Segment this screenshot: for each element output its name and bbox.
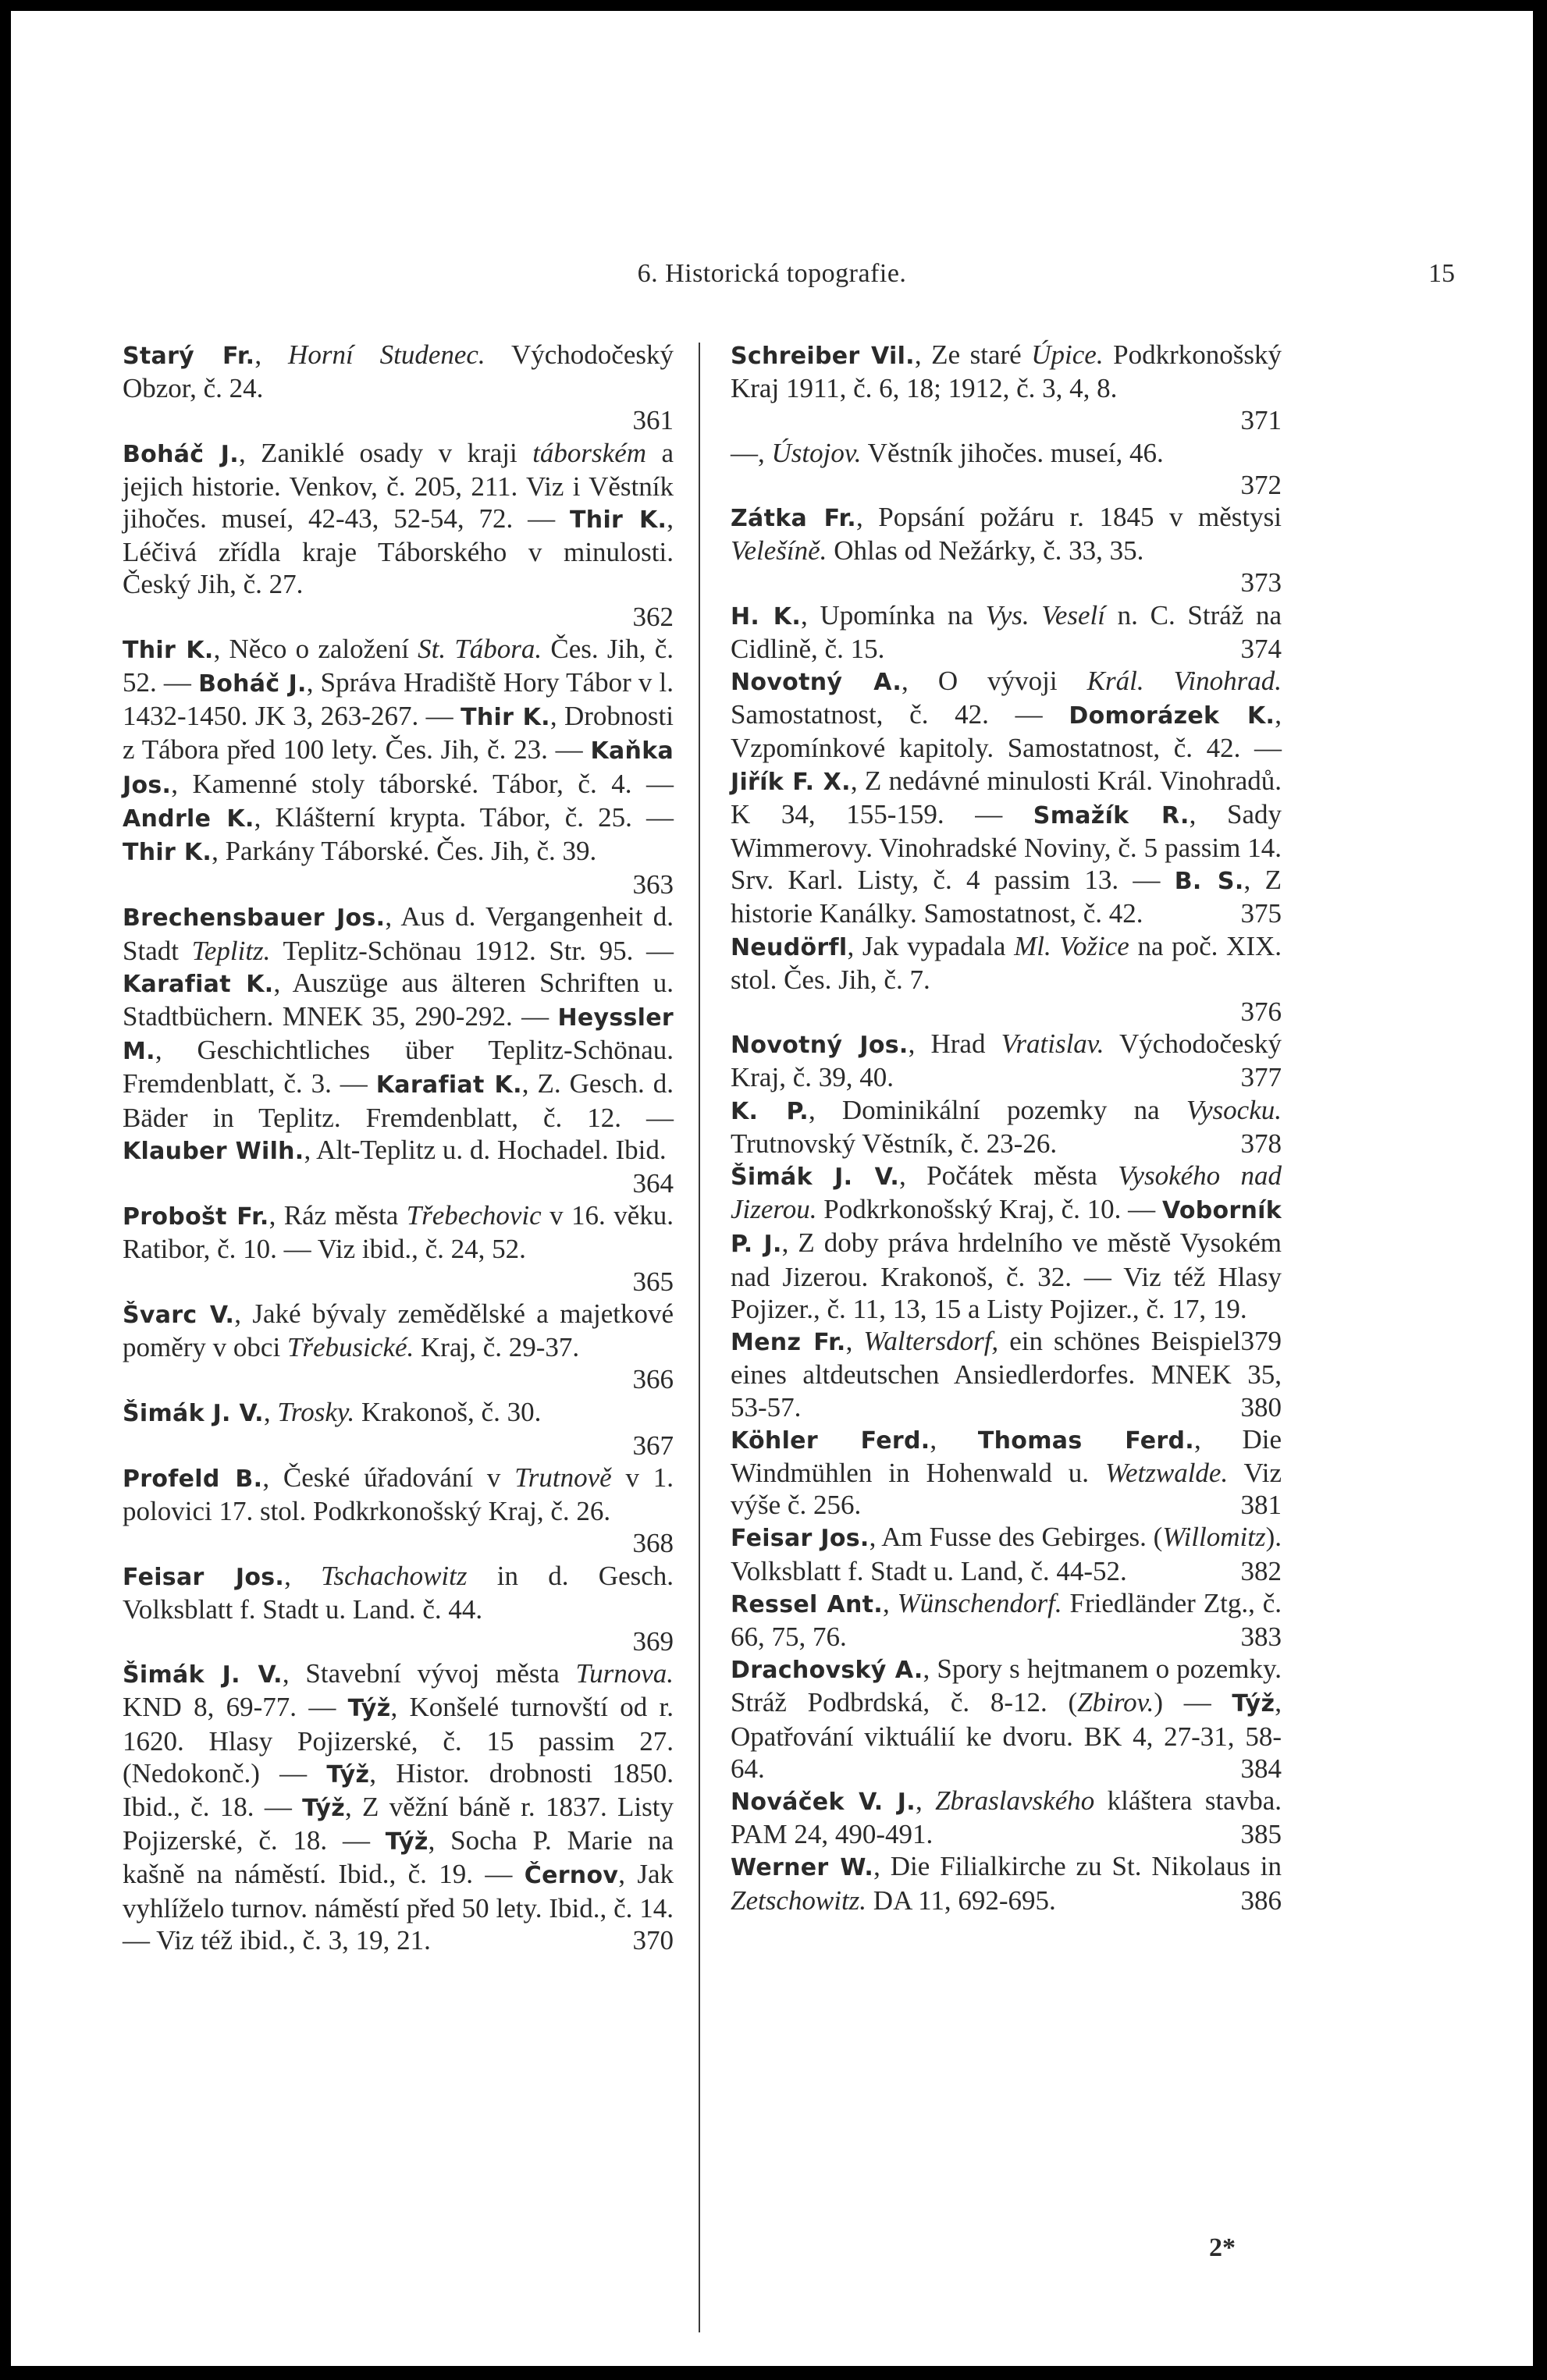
column-divider	[699, 343, 700, 2332]
entry-number: 365	[632, 1266, 674, 1297]
page-number: 15	[1428, 259, 1455, 288]
entry-number: 381	[1240, 1490, 1282, 1521]
entry-number: 370	[632, 1924, 674, 1956]
entry-number: 369	[632, 1625, 674, 1657]
entry-number: 373	[1240, 567, 1282, 599]
entry-number: 376	[1240, 996, 1282, 1028]
bibliography-entry: Boháč J., Zaniklé osady v kraji táborském a jejich historie. Venkov, č. 205, 211. Viz i Věstník jihočes. museí, 42-43, 52-54, 72. — Thir K., Léčivá zřídla kraje Táborského v minulosti. Český Jih, č. 27. 362	[123, 437, 674, 632]
bibliography-entry: Feisar Jos., Am Fusse des Gebirges. (Willomitz). Volksblatt f. Stadt u. Land, č. 44-52. 382	[731, 1522, 1282, 1586]
bibliography-entry: Köhler Ferd., Thomas Ferd., Die Windmühlen in Hohenwald u. Wetzwalde. Viz výše č. 256. 381	[731, 1423, 1282, 1521]
bibliography-entry: Švarc V., Jaké bývaly zemědělské a majetkové poměry v obci Třebusické. Kraj, č. 29-37. 366	[123, 1298, 674, 1395]
book-page	[11, 11, 1533, 2366]
entry-number: 379	[1240, 1326, 1282, 1357]
bibliography-entry: Probošt Fr., Ráz města Třebechovic v 16. věku. Ratibor, č. 10. — Viz ibid., č. 24, 52. 365	[123, 1200, 674, 1297]
bibliography-entry: Drachovský A., Spory s hejtmanem o pozemky. Stráž Podbrdská, č. 8-12. (Zbirov.) — Týž, Opatřování viktuálií ke dvoru. BK 4, 27-31, 58-64. 384	[731, 1654, 1282, 1784]
entry-number: 378	[1240, 1128, 1282, 1159]
bibliography-entry: Šimák J. V., Stavební vývoj města Turnova. KND 8, 69-77. — Týž, Konšelé turnovští od r. 1620. Hlasy Pojizerské, č. 15 passim 27. (Nedokonč.) — Týž, Histor. drobnosti 1850. Ibid., č. 18. — Týž, Z věžní báně r. 1837. Listy Pojizerské, č. 18. — Týž, Socha P. Marie na kašně na náměstí. Ibid., č. 19. — Černov, Jak vyhlíželo turnov. náměstí před 50 lety. Ibid., č. 14. — Viz též ibid., č. 3, 19, 21. 370	[123, 1658, 674, 1956]
entry-number: 364	[632, 1168, 674, 1199]
printer-signature-mark: 2*	[1209, 2233, 1236, 2262]
bibliography-entry: Schreiber Vil., Ze staré Úpice. Podkrkonošský Kraj 1911, č. 6, 18; 1912, č. 3, 4, 8. 371	[731, 339, 1282, 436]
bibliography-entry: Novotný Jos., Hrad Vratislav. Východočeský Kraj, č. 39, 40. 377	[731, 1028, 1282, 1093]
entry-number: 380	[1240, 1391, 1282, 1423]
entry-number: 385	[1240, 1819, 1282, 1850]
running-header	[11, 259, 1533, 298]
left-column	[123, 339, 674, 1956]
bibliography-entry: Šimák J. V., Počátek města Vysokého nad Jizerou. Podkrkonošský Kraj, č. 10. — Voborník P. J., Z doby práva hrdelního ve městě Vysokém nad Jizerou. Krakonoš, č. 32. — Viz též Hlasy Pojizer., č. 11, 13, 15 a Listy Pojizer., č. 17, 19. 379	[731, 1160, 1282, 1357]
section-title: 6. Historická topografie.	[637, 259, 907, 288]
entry-number: 372	[1240, 469, 1282, 500]
entry-number: 375	[1240, 898, 1282, 929]
bibliography-entry: Thir K., Něco o založení St. Tábora. Čes. Jih, č. 52. — Boháč J., Správa Hradiště Hory Tábor v l. 1432-1450. JK 3, 263-267. — Thir K., Drobnosti z Tábora před 100 lety. Čes. Jih, č. 23. — Kaňka Jos., Kamenné stoly táborské. Tábor, č. 4. — Andrle K., Klášterní krypta. Tábor, č. 25. — Thir K., Parkány Táborské. Čes. Jih, č. 39. 363	[123, 633, 674, 900]
right-column	[731, 339, 1282, 1916]
entry-number: 371	[1240, 405, 1282, 436]
bibliography-entry: Šimák J. V., Trosky. Krakonoš, č. 30. 367	[123, 1396, 674, 1461]
entry-number: 367	[632, 1430, 674, 1461]
entry-number: 382	[1240, 1555, 1282, 1586]
bibliography-entry: Werner W., Die Filialkirche zu St. Nikolaus in Zetschowitz. DA 11, 692-695. 386	[731, 1851, 1282, 1916]
bibliography-entry: Nováček V. J., Zbraslavského kláštera stavba. PAM 24, 490-491. 385	[731, 1785, 1282, 1850]
bibliography-entry: Starý Fr., Horní Studenec. Východočeský Obzor, č. 24. 361	[123, 339, 674, 436]
entry-number: 366	[632, 1364, 674, 1395]
entry-number: 374	[1240, 633, 1282, 664]
entry-number: 377	[1240, 1062, 1282, 1093]
bibliography-entry: —, Ústojov. Věstník jihočes. museí, 46. 372	[731, 437, 1282, 500]
entry-number: 386	[1240, 1884, 1282, 1916]
bibliography-entry: Novotný A., O vývoji Král. Vinohrad. Samostatnost, č. 42. — Domorázek K., Vzpomínkové kapitoly. Samostatnost, č. 42. — Jiřík F. X., Z nedávné minulosti Král. Vinohradů. K 34, 155-159. — Smažík R., Sady Wimmerovy. Vinohradské Noviny, č. 5 passim 14. Srv. Karl. Listy, č. 4 passim 13. — B. S., Z historie Kanálky. Samostatnost, č. 42. 375	[731, 666, 1282, 929]
entry-number: 383	[1240, 1621, 1282, 1652]
entry-number: 384	[1240, 1753, 1282, 1784]
entry-number: 368	[632, 1528, 674, 1559]
entry-number: 363	[632, 869, 674, 900]
bibliography-entry: Ressel Ant., Wünschendorf. Friedländer Ztg., č. 66, 75, 76. 383	[731, 1587, 1282, 1652]
bibliography-entry: Profeld B., České úřadování v Trutnově v 1. polovici 17. stol. Podkrkonošský Kraj, č. 26. 368	[123, 1462, 674, 1559]
bibliography-entry: K. P., Dominikální pozemky na Vysocku. Trutnovský Věstník, č. 23-26. 378	[731, 1094, 1282, 1159]
bibliography-entry: Menz Fr., Waltersdorf, ein schönes Beispiel eines altdeutschen Ansiedlerdorfes. MNEK 35, 53-57. 380	[731, 1326, 1282, 1423]
bibliography-entry: Feisar Jos., Tschachowitz in d. Gesch. Volksblatt f. Stadt u. Land. č. 44. 369	[123, 1560, 674, 1657]
entry-number: 361	[632, 405, 674, 436]
bibliography-entry: Zátka Fr., Popsání požáru r. 1845 v městysi Velešíně. Ohlas od Nežárky, č. 33, 35. 373	[731, 502, 1282, 599]
bibliography-entry: H. K., Upomínka na Vys. Veselí n. C. Stráž na Cidlině, č. 15. 374	[731, 599, 1282, 664]
bibliography-entry: Brechensbauer Jos., Aus d. Vergangenheit d. Stadt Teplitz. Teplitz-Schönau 1912. Str. 95. — Karafiat K., Auszüge aus älteren Schriften u. Stadtbüchern. MNEK 35, 290-292. — Heyssler M., Geschichtliches über Teplitz-Schönau. Fremdenblatt, č. 3. — Karafiat K., Z. Gesch. d. Bäder in Teplitz. Fremdenblatt, č. 12. — Klauber Wilh., Alt-Teplitz u. d. Hochadel. Ibid. 364	[123, 901, 674, 1199]
entry-number: 362	[632, 601, 674, 632]
bibliography-entry: Neudörfl, Jak vypadala Ml. Vožice na poč. XIX. stol. Čes. Jih, č. 7. 376	[731, 930, 1282, 1028]
